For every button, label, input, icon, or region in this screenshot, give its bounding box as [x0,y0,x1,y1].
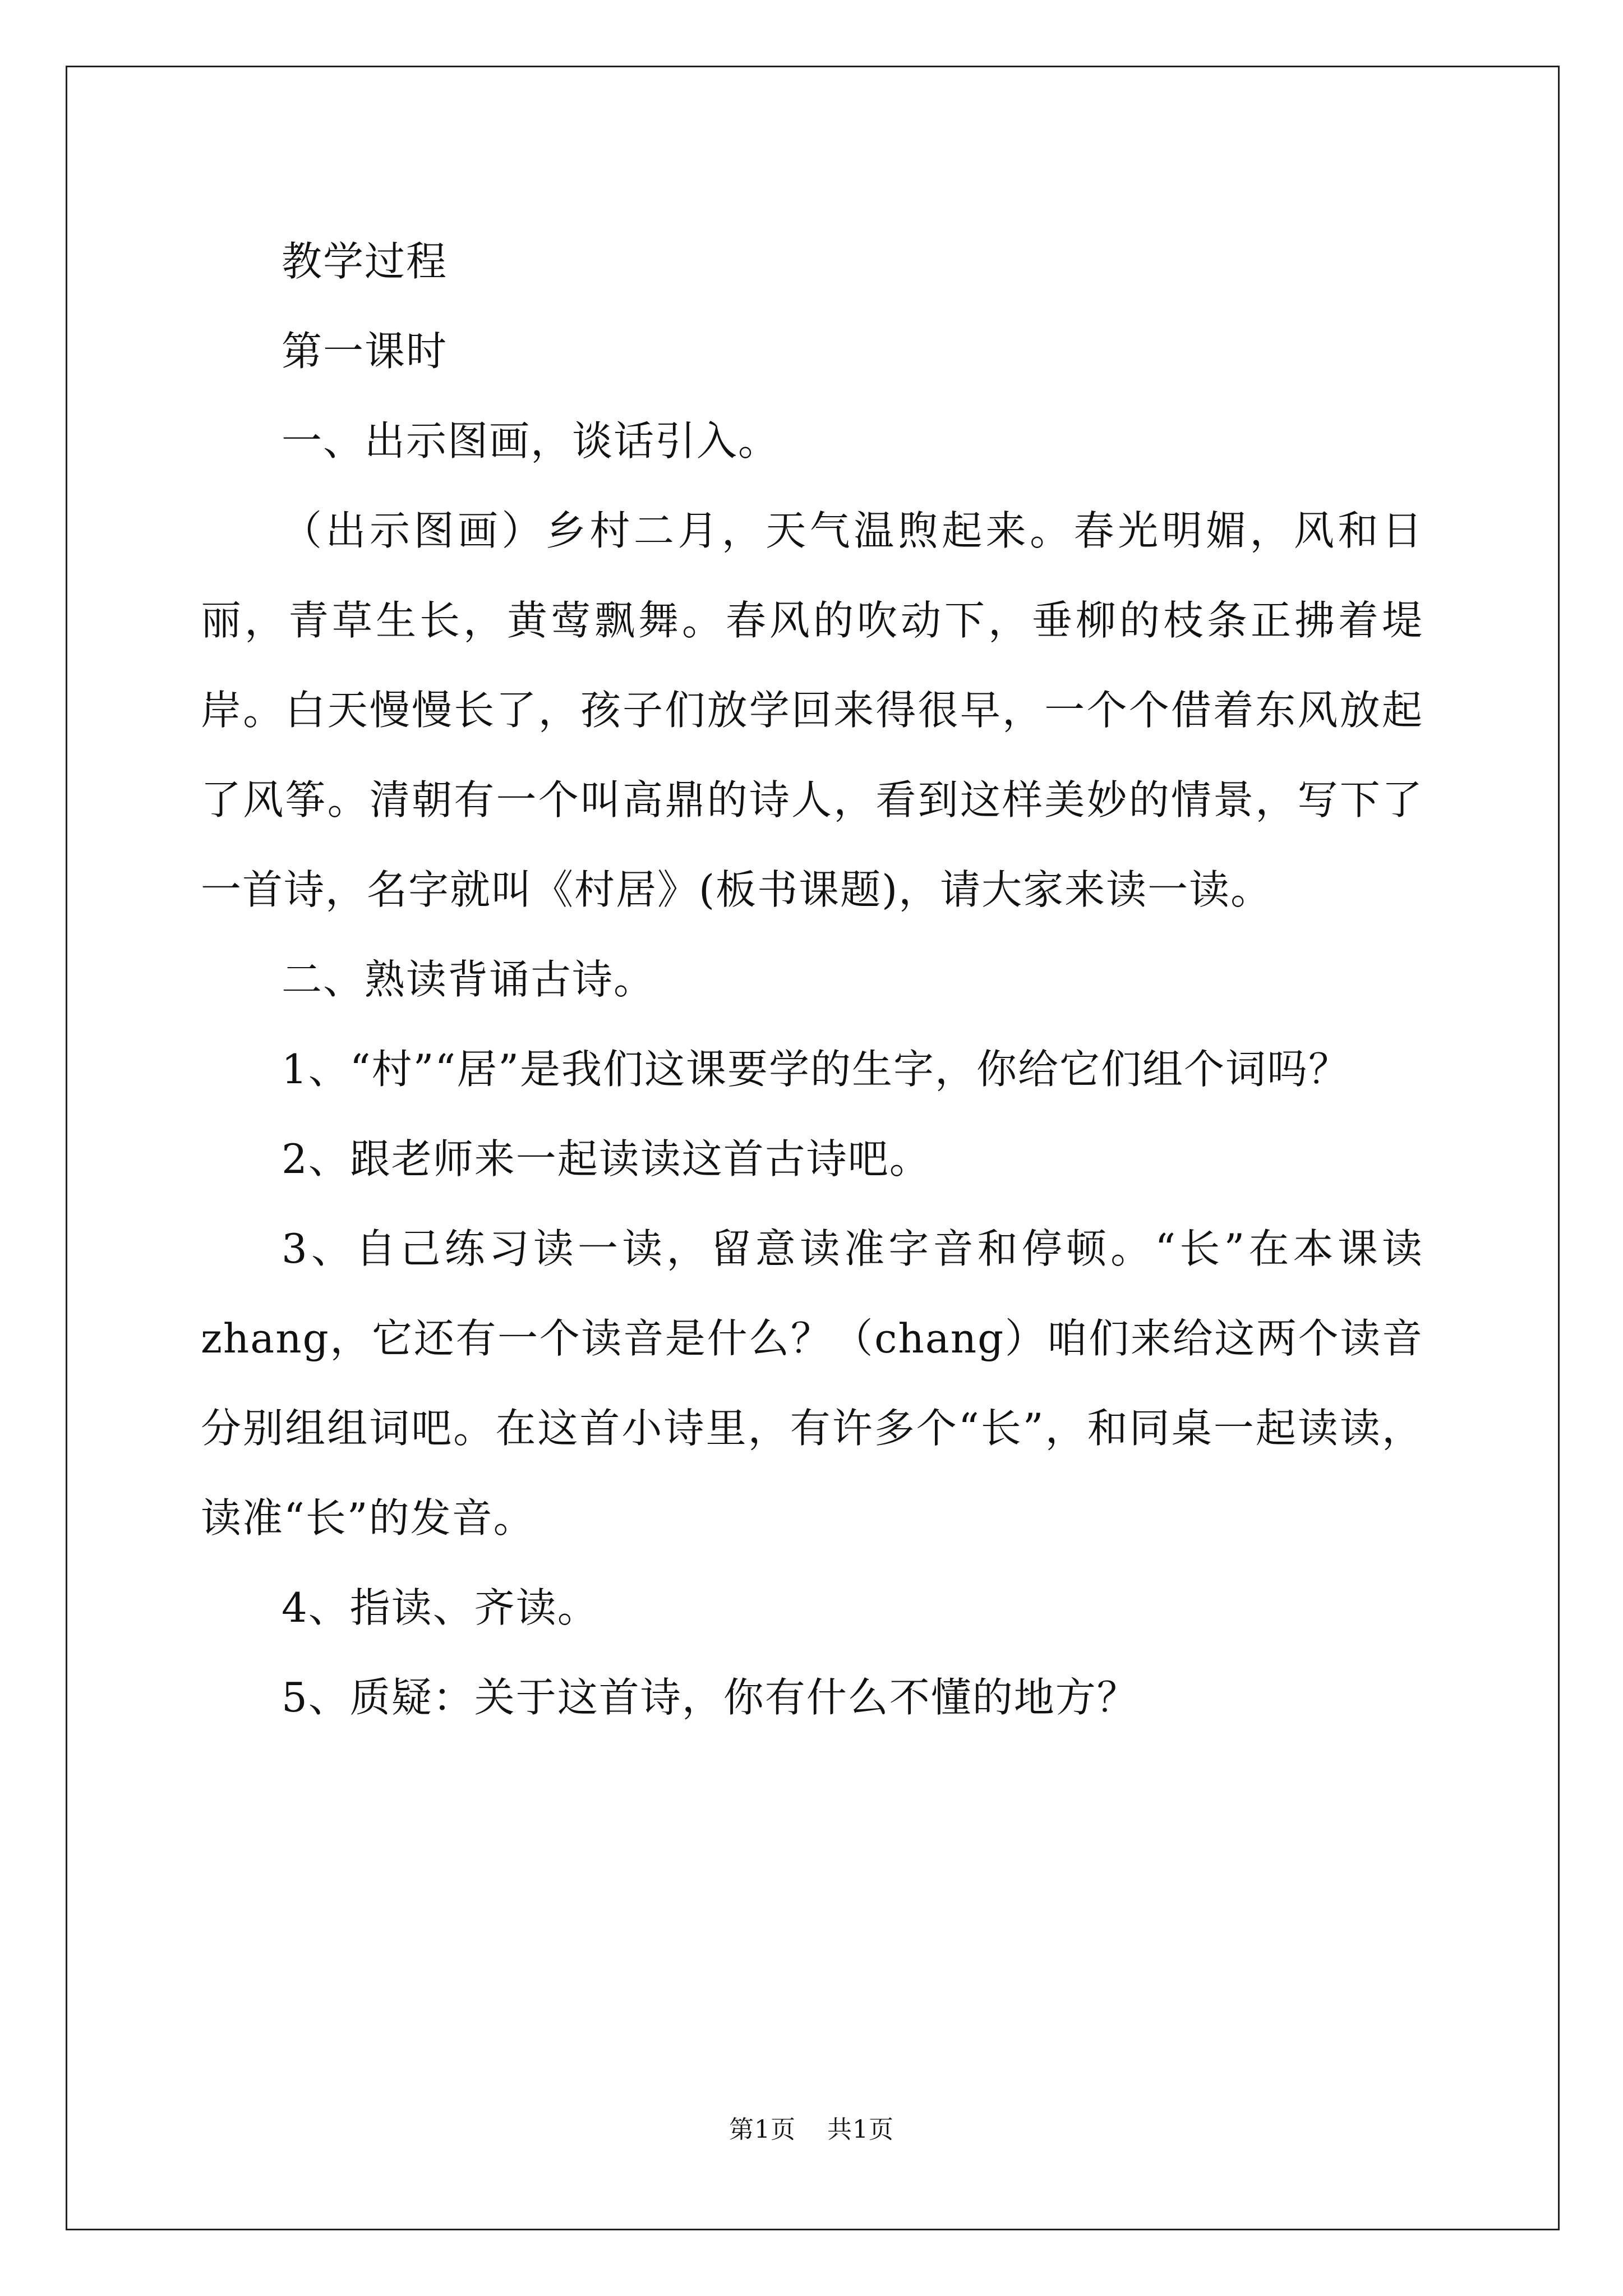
page-total: 共1页 [827,2115,894,2144]
lesson-heading-first-period: 第一课时 [282,328,448,375]
activity-item-3: 3、自己练习读一读，留意读准字音和停顿。“长”在本课读zhang，它还有一个读音是什么？（chang）咱们来给这两个读音分别组组词吧。在这首小诗里，有许多个“长”，和同桌一起读读，读准“长”的发音。 [201,1225,1423,1542]
activity-item-1: 1、“村”“居”是我们这课要学的生字，你给它们组个词吗？ [282,1046,1350,1093]
page-footer [0,2109,1623,2145]
intro-paragraph: （出示图画）乡村二月，天气温煦起来。春光明媚，风和日丽，青草生长，黄莺飘舞。春风的吹动下，垂柳的枝条正拂着堤岸。白天慢慢长了，孩子们放学回来得很早，一个个借着东风放起了风筝。清朝有一个叫高鼎的诗人，看到这样美妙的情景，写下了一首诗，名字就叫《村居》(板书课题)，请大家来读一读。 [201,507,1423,913]
activity-item-4: 4、指读、齐读。 [282,1584,599,1631]
step-heading-2: 二、熟读背诵古诗。 [282,956,656,1003]
step-heading-1: 一、出示图画，谈话引入。 [282,417,780,464]
activity-item-5: 5、质疑：关于这首诗，你有什么不懂的地方？ [282,1674,1138,1721]
page-number: 第1页 [729,2115,796,2144]
activity-item-2: 2、跟老师来一起读读这首古诗吧。 [282,1135,931,1182]
document-body [201,217,1423,1742]
section-heading-teaching-process: 教学过程 [282,238,448,285]
